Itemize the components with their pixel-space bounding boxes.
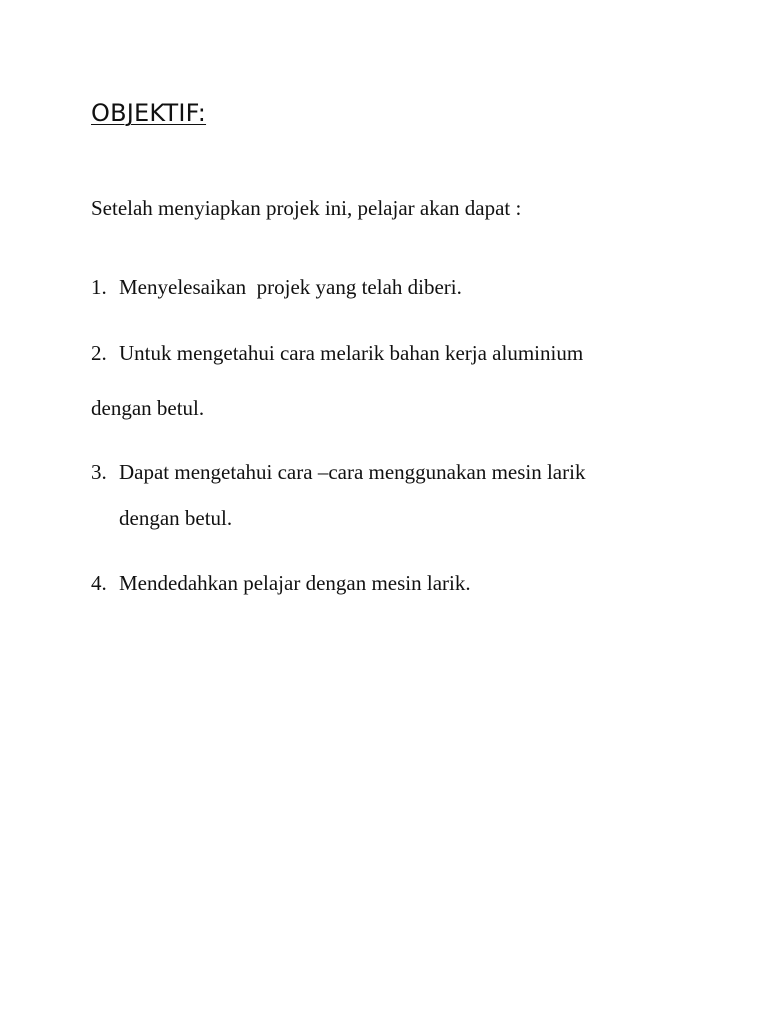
list-item-number: 4. xyxy=(91,571,107,595)
list-item-number: 1. xyxy=(91,275,107,299)
list-item-number: 3. xyxy=(91,460,107,484)
list-item-3-continuation: dengan betul. xyxy=(119,506,233,530)
list-item-text: Menyelesaikan projek yang telah diberi. xyxy=(119,275,462,299)
list-item-1 xyxy=(91,273,462,301)
list-item-4 xyxy=(91,569,471,597)
list-item-text: Dapat mengetahui cara –cara menggunakan mesin larik xyxy=(119,460,586,484)
intro-paragraph: Setelah menyiapkan projek ini, pelajar akan dapat : xyxy=(91,196,522,220)
list-item-text: Mendedahkan pelajar dengan mesin larik. xyxy=(119,571,471,595)
list-item-2 xyxy=(91,339,583,367)
list-item-number: 2. xyxy=(91,341,107,365)
list-item-2-continuation: dengan betul. xyxy=(91,396,205,420)
list-item-3 xyxy=(91,458,585,486)
page-title: OBJEKTIF: xyxy=(91,99,207,127)
list-item-text: Untuk mengetahui cara melarik bahan kerja aluminium xyxy=(119,341,584,365)
